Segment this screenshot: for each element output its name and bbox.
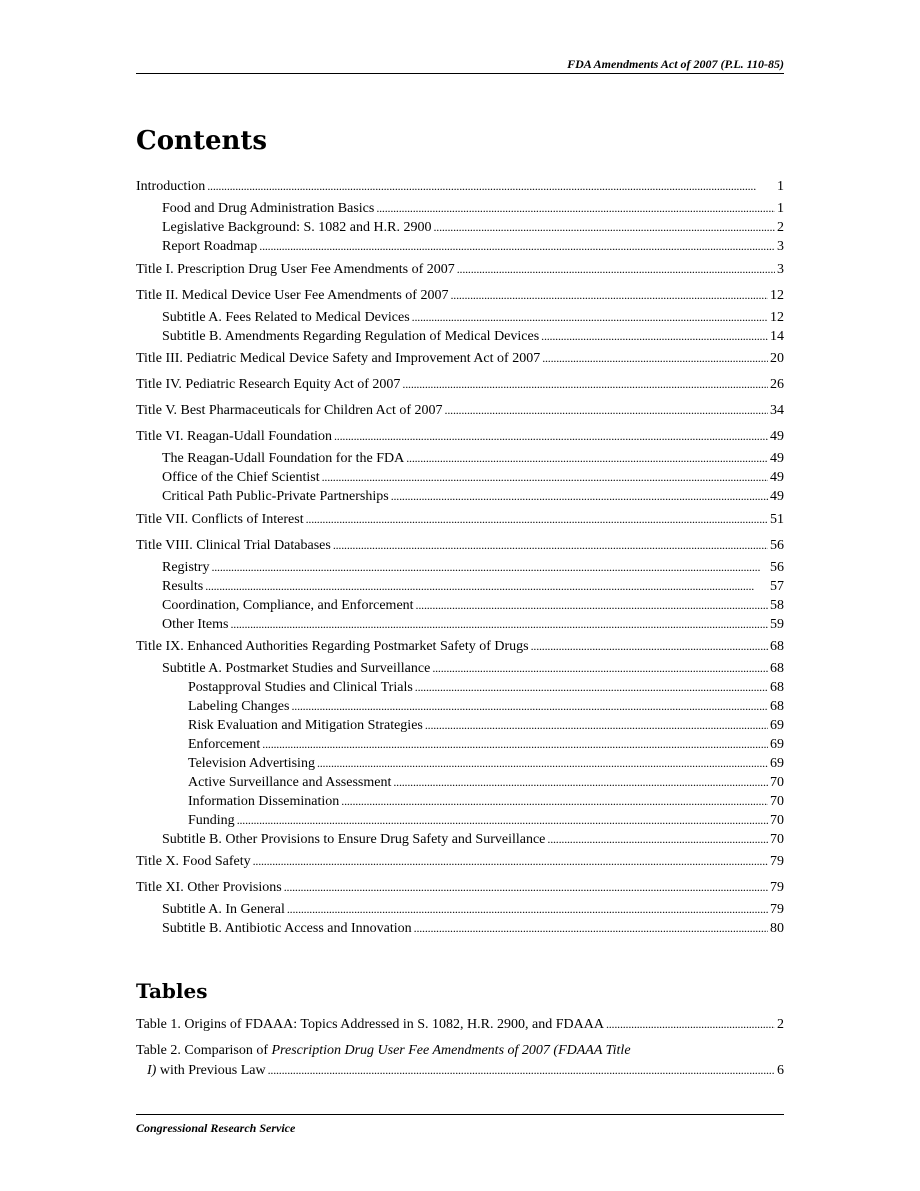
dot-leader xyxy=(284,879,768,896)
dot-leader xyxy=(211,559,768,576)
dot-leader xyxy=(542,350,768,367)
dot-leader xyxy=(253,853,768,870)
toc-entry-page: 69 xyxy=(770,737,784,752)
toc-entry[interactable] xyxy=(136,376,784,393)
toc-entry-label: Title VII. Conflicts of Interest xyxy=(136,512,304,527)
toc-entry[interactable] xyxy=(136,793,784,810)
toc-entry-label: The Reagan-Udall Foundation for the FDA xyxy=(162,451,405,466)
dot-leader xyxy=(205,578,768,595)
toc-entry-page: 49 xyxy=(770,470,784,485)
toc-entry-page: 20 xyxy=(770,351,784,366)
toc-entry[interactable] xyxy=(136,679,784,696)
toc-entry[interactable] xyxy=(136,261,784,278)
toc-entry-label: Legislative Background: S. 1082 and H.R. 2900 xyxy=(162,220,432,235)
dot-leader xyxy=(334,428,768,445)
toc-entry-page: 12 xyxy=(770,288,784,303)
dot-leader xyxy=(412,309,768,326)
toc-entry[interactable] xyxy=(136,200,784,217)
table-entry-page: 6 xyxy=(777,1063,784,1078)
toc-entry-label: Subtitle B. Antibiotic Access and Innovation xyxy=(162,921,412,936)
toc-entry-label: Title VI. Reagan-Udall Foundation xyxy=(136,429,332,444)
toc-entry-label: Title III. Pediatric Medical Device Safety and Improvement Act of 2007 xyxy=(136,351,541,366)
toc-entry[interactable] xyxy=(136,879,784,896)
dot-leader xyxy=(237,812,768,829)
dot-leader xyxy=(406,450,768,467)
toc-entry-page: 14 xyxy=(770,329,784,344)
toc-entry[interactable] xyxy=(136,597,784,614)
toc-entry-label: Title XI. Other Provisions xyxy=(136,880,282,895)
toc-entry-page: 3 xyxy=(777,262,784,277)
toc-entry[interactable] xyxy=(136,831,784,848)
toc-entry-label: Title IV. Pediatric Research Equity Act of 2007 xyxy=(136,377,401,392)
toc-entry-label: Enforcement xyxy=(188,737,261,752)
toc-entry-page: 1 xyxy=(777,179,784,194)
toc-entry-label: Subtitle A. Fees Related to Medical Devices xyxy=(162,310,410,325)
toc-entry-page: 70 xyxy=(770,832,784,847)
toc-entry[interactable] xyxy=(136,328,784,345)
dot-leader xyxy=(457,261,775,278)
dot-leader xyxy=(414,920,768,937)
toc-entry-label: Critical Path Public-Private Partnerships xyxy=(162,489,389,504)
toc-entry-page: 79 xyxy=(770,880,784,895)
toc-entry[interactable] xyxy=(136,469,784,486)
toc-entry[interactable] xyxy=(136,350,784,367)
toc-entry-page: 70 xyxy=(770,775,784,790)
toc-entry[interactable] xyxy=(136,450,784,467)
toc-entry-page: 79 xyxy=(770,902,784,917)
toc-entry-label: Title I. Prescription Drug User Fee Amendments of 2007 xyxy=(136,262,455,277)
toc-entry[interactable] xyxy=(136,736,784,753)
toc-entry-label: Coordination, Compliance, and Enforcement xyxy=(162,598,414,613)
toc-entry-page: 49 xyxy=(770,489,784,504)
table-entry-label: Table 1. Origins of FDAAA: Topics Addressed in S. 1082, H.R. 2900, and FDAAA xyxy=(136,1017,604,1032)
dot-leader xyxy=(402,376,768,393)
table-entry[interactable] xyxy=(136,1062,784,1079)
dot-leader xyxy=(268,1062,775,1079)
dot-leader xyxy=(333,537,768,554)
toc-entry[interactable] xyxy=(136,901,784,918)
toc-entry-label: Subtitle B. Other Provisions to Ensure Drug Safety and Surveillance xyxy=(162,832,546,847)
toc-entry[interactable] xyxy=(136,511,784,528)
running-header: FDA Amendments Act of 2007 (P.L. 110-85) xyxy=(567,57,784,71)
dot-leader xyxy=(391,488,768,505)
toc-entry-label: Report Roadmap xyxy=(162,239,258,254)
table-entry-italic-title: I) xyxy=(147,1063,157,1078)
toc-entry[interactable] xyxy=(136,309,784,326)
toc-entry[interactable] xyxy=(136,537,784,554)
toc-entry-label: Title VIII. Clinical Trial Databases xyxy=(136,538,331,553)
toc-entry-page: 3 xyxy=(777,239,784,254)
toc-entry-label: Television Advertising xyxy=(188,756,315,771)
dot-leader xyxy=(541,328,768,345)
dot-leader xyxy=(317,755,768,772)
dot-leader xyxy=(433,219,775,236)
header-rule xyxy=(136,73,784,74)
toc-entry-page: 56 xyxy=(770,538,784,553)
dot-leader xyxy=(322,469,768,486)
toc-entry-label: Subtitle A. Postmarket Studies and Surveillance xyxy=(162,661,431,676)
toc-entry[interactable] xyxy=(136,287,784,304)
toc-entry-label: Title IX. Enhanced Authorities Regarding Postmarket Safety of Drugs xyxy=(136,639,529,654)
dot-leader xyxy=(415,679,768,696)
toc-entry-label: Title V. Best Pharmaceuticals for Children Act of 2007 xyxy=(136,403,443,418)
toc-entry[interactable] xyxy=(136,488,784,505)
table-entry-label xyxy=(147,1062,266,1079)
toc-entry[interactable] xyxy=(136,920,784,937)
toc-entry-page: 70 xyxy=(770,813,784,828)
toc-entry-page: 57 xyxy=(770,579,784,594)
toc-entry[interactable] xyxy=(136,853,784,870)
toc-entry[interactable] xyxy=(136,578,784,595)
dot-leader xyxy=(306,511,768,528)
toc-entry-label: Food and Drug Administration Basics xyxy=(162,201,375,216)
toc-entry[interactable] xyxy=(136,660,784,677)
dot-leader xyxy=(416,597,768,614)
dot-leader xyxy=(259,238,775,255)
dot-leader xyxy=(262,736,768,753)
dot-leader xyxy=(425,717,768,734)
toc-entry[interactable] xyxy=(136,219,784,236)
table-entry-page: 2 xyxy=(777,1017,784,1032)
table-entry-italic-title: Prescription Drug User Fee Amendments of 2007 (FDAAA Title xyxy=(271,1043,631,1058)
toc-entry-label: Office of the Chief Scientist xyxy=(162,470,320,485)
toc-entry-page: 56 xyxy=(770,560,784,575)
toc-entry[interactable] xyxy=(136,559,784,576)
toc-entry-page: 68 xyxy=(770,680,784,695)
toc-entry-label: Title X. Food Safety xyxy=(136,854,251,869)
toc-entry[interactable] xyxy=(136,178,784,195)
dot-leader xyxy=(207,178,775,195)
toc-entry-label: Results xyxy=(162,579,204,594)
dot-leader xyxy=(287,901,768,918)
table-entry[interactable] xyxy=(136,1016,784,1033)
dot-leader xyxy=(450,287,768,304)
toc-entry-page: 51 xyxy=(770,512,784,527)
toc-entry-label: Registry xyxy=(162,560,210,575)
dot-leader xyxy=(606,1016,775,1033)
table-entry-prefix: Table 2. Comparison of xyxy=(136,1043,272,1058)
toc-entry-label: Funding xyxy=(188,813,235,828)
dot-leader xyxy=(445,402,768,419)
toc-entry[interactable] xyxy=(136,402,784,419)
toc-entry-label: Risk Evaluation and Mitigation Strategies xyxy=(188,718,423,733)
toc-entry-label: Subtitle B. Amendments Regarding Regulation of Medical Devices xyxy=(162,329,540,344)
toc-entry-page: 68 xyxy=(770,699,784,714)
toc-entry-page: 58 xyxy=(770,598,784,613)
toc-entry-label: Information Dissemination xyxy=(188,794,340,809)
toc-entry-page: 69 xyxy=(770,756,784,771)
toc-entry-page: 68 xyxy=(770,661,784,676)
toc-entry-page: 12 xyxy=(770,310,784,325)
dot-leader xyxy=(393,774,768,791)
toc-entry-page: 49 xyxy=(770,451,784,466)
dot-leader xyxy=(531,638,768,655)
toc-entry-label: Title II. Medical Device User Fee Amendments of 2007 xyxy=(136,288,449,303)
toc-entry[interactable] xyxy=(136,698,784,715)
dot-leader xyxy=(341,793,768,810)
toc-entry-page: 1 xyxy=(777,201,784,216)
toc-entry[interactable] xyxy=(136,638,784,655)
toc-entry[interactable] xyxy=(136,774,784,791)
toc-entry-label: Other Items xyxy=(162,617,229,632)
table-entry-rest: with Previous Law xyxy=(156,1063,266,1078)
toc-entry-page: 49 xyxy=(770,429,784,444)
toc-entry-page: 69 xyxy=(770,718,784,733)
dot-leader xyxy=(230,616,768,633)
toc-entry-label: Subtitle A. In General xyxy=(162,902,285,917)
dot-leader xyxy=(376,200,775,217)
dot-leader xyxy=(291,698,768,715)
toc-entry-page: 59 xyxy=(770,617,784,632)
toc-entry[interactable] xyxy=(136,238,784,255)
toc-entry-page: 70 xyxy=(770,794,784,809)
running-footer: Congressional Research Service xyxy=(136,1121,296,1135)
toc-entry[interactable] xyxy=(136,717,784,734)
toc-entry[interactable] xyxy=(136,755,784,772)
dot-leader xyxy=(547,831,768,848)
toc-entry-page: 2 xyxy=(777,220,784,235)
table-entry-line1[interactable] xyxy=(136,1042,631,1059)
toc-entry-page: 34 xyxy=(770,403,784,418)
toc-entry[interactable] xyxy=(136,616,784,633)
dot-leader xyxy=(432,660,768,677)
toc-entry-page: 79 xyxy=(770,854,784,869)
tables-heading: Tables xyxy=(136,979,208,1003)
toc-entry-label: Introduction xyxy=(136,179,206,194)
toc-entry-page: 68 xyxy=(770,639,784,654)
toc-entry-label: Postapproval Studies and Clinical Trials xyxy=(188,680,413,695)
toc-entry-label: Labeling Changes xyxy=(188,699,290,714)
footer-rule xyxy=(136,1114,784,1115)
toc-entry-page: 80 xyxy=(770,921,784,936)
toc-entry[interactable] xyxy=(136,812,784,829)
toc-entry[interactable] xyxy=(136,428,784,445)
contents-heading: Contents xyxy=(136,126,268,156)
toc-entry-page: 26 xyxy=(770,377,784,392)
toc-entry-label: Active Surveillance and Assessment xyxy=(188,775,392,790)
